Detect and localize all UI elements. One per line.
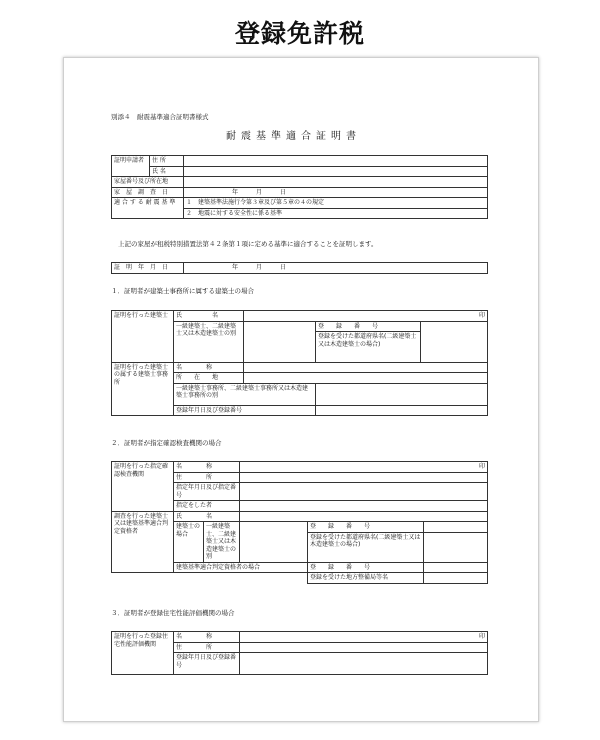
office-class-label: 一級建築士事務所、二級建築士事務所又は木造建築士事務所の別 bbox=[174, 383, 316, 405]
agency-designator-value bbox=[240, 501, 488, 512]
applicant-label: 証明申請者 bbox=[112, 156, 150, 177]
address-label: 住 所 bbox=[150, 156, 184, 167]
cert-date-table bbox=[111, 262, 488, 274]
architect-class-value bbox=[244, 321, 316, 362]
registered-agency-address-value bbox=[240, 642, 488, 653]
standard-option-2: ２ 地震に対する安全性に係る基準 bbox=[184, 208, 488, 219]
house-no-value bbox=[184, 177, 488, 188]
agency-address-label: 住 所 bbox=[174, 472, 240, 483]
inspector-name-value bbox=[240, 511, 488, 522]
office-reg-label: 登録年月日及び登録番号 bbox=[174, 405, 316, 416]
office-name-value bbox=[244, 362, 488, 373]
agency-designator-label: 指定をした者 bbox=[174, 501, 240, 512]
registered-agency-address-label: 住 所 bbox=[174, 642, 240, 653]
agency-designation-value bbox=[240, 483, 488, 501]
office-reg-value bbox=[316, 405, 488, 416]
section-3-heading: ３．証明者が登録住宅性能評価機関の場合 bbox=[111, 609, 235, 617]
statement-text: 上記の家屋が租税特別措置法第４２条第１項に定める基準に適合することを証明します。 bbox=[118, 240, 378, 248]
standard-label: 適 合 す る 耐 震 基 準 bbox=[112, 198, 184, 219]
judge-reg-no-value bbox=[424, 562, 488, 573]
name-value bbox=[184, 166, 488, 177]
annex-label: 別添４ 耐震基準適合証明書様式 bbox=[111, 113, 209, 121]
office-label: 証明を行った建築士の属する建築士事務所 bbox=[112, 362, 174, 416]
document-title: 耐震基準適合証明書 bbox=[226, 131, 361, 142]
page-title: 登録免許税 bbox=[234, 19, 365, 48]
architect-label: 証明を行った建築士 bbox=[112, 311, 174, 363]
house-info-table bbox=[111, 155, 488, 219]
address-value bbox=[184, 156, 488, 167]
agency-address-value bbox=[240, 472, 488, 483]
document-frame bbox=[63, 57, 539, 722]
certificate-form bbox=[64, 58, 538, 721]
inspector-class-label: 一級建築士、二級建築士又は木造建築士の別 bbox=[204, 522, 240, 563]
section-3-table bbox=[111, 631, 488, 675]
inspector-name-label: 氏 名 bbox=[174, 511, 240, 522]
agency-designation-label: 指定年月日及び指定番号 bbox=[174, 483, 240, 501]
inspection-date-value: 年 月 日 bbox=[184, 187, 488, 198]
house-no-label: 家屋番号及び所在地 bbox=[112, 177, 184, 188]
office-class-value bbox=[316, 383, 488, 405]
agency-label: 証明を行った指定確認検査機関 bbox=[112, 462, 174, 512]
agency-name-label: 名 称 bbox=[174, 462, 240, 473]
architect-seal: 印 bbox=[244, 311, 488, 322]
architect-reg-value bbox=[421, 321, 488, 362]
cert-date-value: 年 月 日 bbox=[184, 263, 488, 274]
architect-pref-label: 登録を受けた都道府県名(二級建築士又は木造建築士の場合) bbox=[318, 333, 417, 348]
architect-reg-cell bbox=[316, 321, 421, 362]
judge-reg-no-label: 登 録 番 号 bbox=[308, 562, 424, 573]
inspector-label: 調査を行った建築士又は建築基準適合判定資格者 bbox=[112, 511, 174, 573]
agency-seal: 印 bbox=[240, 462, 488, 473]
judge-label: 建築基準適合判定資格者の場合 bbox=[174, 562, 308, 573]
architect-name-label: 氏 名 bbox=[174, 311, 244, 322]
architect-class-label: 一級建築士、二級建築士又は木造建築士の別 bbox=[174, 321, 244, 362]
office-location-value bbox=[244, 373, 488, 384]
registered-agency-reg-value bbox=[240, 653, 488, 675]
standard-option-1: １ 建築基準法施行令第３章及び第５章の４の規定 bbox=[184, 198, 488, 209]
cert-date-label: 証 明 年 月 日 bbox=[112, 263, 184, 274]
bureau-label: 登録を受けた地方整備局等名 bbox=[308, 573, 424, 584]
section-2-heading: ２．証明者が指定確認検査機関の場合 bbox=[111, 439, 222, 447]
architect-reg-no-label: 登 録 番 号 bbox=[316, 322, 420, 333]
inspector-pref-label: 登録を受けた都道府県名(二級建築士又は木造建築士の場合) bbox=[308, 532, 424, 562]
name-label: 氏 名 bbox=[150, 166, 184, 177]
section-2-table bbox=[111, 461, 488, 584]
bureau-value bbox=[424, 573, 488, 584]
inspector-class-value bbox=[240, 522, 308, 563]
inspector-reg-no-value bbox=[424, 522, 488, 533]
inspector-reg-no-label: 登 録 番 号 bbox=[308, 522, 424, 533]
office-name-label: 名 称 bbox=[174, 362, 244, 373]
registered-agency-seal: 印 bbox=[240, 632, 488, 643]
registered-agency-reg-label: 登録年月日及び登録番号 bbox=[174, 653, 240, 675]
when-architect-label: 建築士の場合 bbox=[174, 522, 204, 563]
registered-agency-label: 証明を行った登録住宅性能評価機関 bbox=[112, 632, 174, 675]
inspection-date-label: 家 屋 調 査 日 bbox=[112, 187, 184, 198]
inspector-pref-value bbox=[424, 532, 488, 562]
section-1-heading: １．証明者が建築士事務所に属する建築士の場合 bbox=[111, 287, 254, 295]
judge-spacer bbox=[112, 573, 308, 584]
office-location-label: 所 在 地 bbox=[174, 373, 244, 384]
registered-agency-name-label: 名 称 bbox=[174, 632, 240, 643]
section-1-table bbox=[111, 310, 488, 416]
